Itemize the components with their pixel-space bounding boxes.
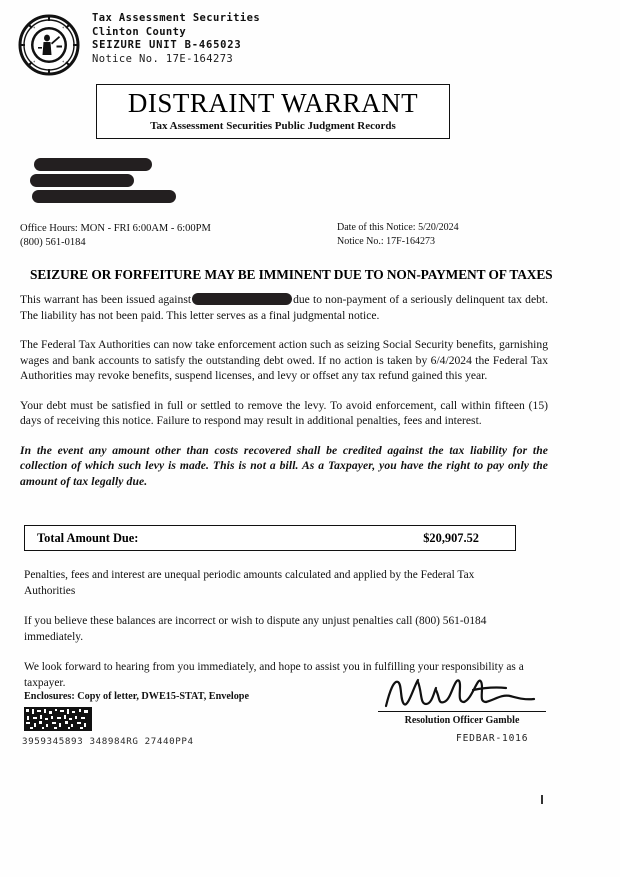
handwritten-signature xyxy=(378,676,548,715)
redaction-bar xyxy=(34,158,152,171)
page-title: DISTRAINT WARRANT xyxy=(127,88,419,118)
svg-text:*: * xyxy=(62,60,65,65)
paragraph-warrant-issued xyxy=(20,292,548,323)
paragraph-debt-satisfaction: Your debt must be satisfied in full or settled to remove the levy. To avoid enforcement, call within fifteen (15) days of receiving this notice. Failure to respond may result in additional penalties, fees and interest. xyxy=(20,398,548,427)
signature-block xyxy=(378,676,548,726)
form-code: FEDBAR-1016 xyxy=(456,733,529,744)
office-hours: Office Hours: MON - FRI 6:00AM - 6:00PM xyxy=(20,223,211,234)
paragraph-legal-disclaimer: In the event any amount other than costs recovered shall be credited against the tax liability for the collection of which such levy is made. This is not a bill. As a Taxpayer, you have the right to pay only the amount of tax legally due. xyxy=(20,443,548,488)
agency-county: Clinton County xyxy=(92,25,187,38)
agency-address-block xyxy=(92,12,260,66)
page-subtitle: Tax Assessment Securities Public Judgment Records xyxy=(150,120,396,132)
agency-unit: SEIZURE UNIT B-465023 xyxy=(92,39,242,52)
signer-title: Resolution Officer Gamble xyxy=(404,715,520,726)
agency-name: Tax Assessment Securities xyxy=(92,12,261,24)
total-amount-value: $20,907.52 xyxy=(423,530,479,545)
warrant-title-box xyxy=(96,84,450,139)
government-seal-icon xyxy=(18,14,80,76)
notice-number: Notice No.: 17F-164273 xyxy=(337,235,436,247)
notice-date: Date of this Notice: 5/20/2024 xyxy=(337,222,459,233)
total-amount-due-box xyxy=(24,525,516,551)
redaction-bar xyxy=(32,190,176,203)
paragraph-closing: We look forward to hearing from you immediately, and hope to assist you in fulfilling your responsibility as a taxpayer. xyxy=(24,661,524,689)
tracking-code: 3959345893 348984RG 27440PP4 xyxy=(22,736,194,747)
paragraph-penalties-note: Penalties, fees and interest are unequal periodic amounts calculated and applied by the Federal Tax Authorities xyxy=(24,569,475,597)
warning-headline: SEIZURE OR FORFEITURE MAY BE IMMINENT DUE TO NON-PAYMENT OF TAXES xyxy=(30,267,553,282)
body-text-upper xyxy=(20,292,548,503)
office-contact-block xyxy=(20,222,211,250)
recipient-address-redacted xyxy=(30,158,176,206)
total-amount-label: Total Amount Due: xyxy=(37,530,139,545)
inline-redaction-bar xyxy=(192,293,292,305)
office-phone: (800) 561-0184 xyxy=(20,237,86,248)
svg-text:*: * xyxy=(33,26,36,31)
2d-barcode-icon xyxy=(24,707,92,731)
notice-meta-block xyxy=(337,221,459,248)
redaction-bar xyxy=(30,174,134,187)
enclosures-line: Enclosures: Copy of letter, DWE15-STAT, Envelope xyxy=(24,691,249,702)
para1-after-redaction: due to non-payment of a seriously delinquent tax debt. The liability has not been paid. This letter serves as a final judgmental notice. xyxy=(20,293,549,322)
letterhead xyxy=(18,12,260,76)
agency-notice-number: Notice No. 17E-164273 xyxy=(92,52,234,65)
para1-before-redaction: This warrant has been issued against xyxy=(20,293,192,306)
svg-text:*: * xyxy=(33,60,36,65)
svg-text:*: * xyxy=(62,26,65,31)
paragraph-dispute-balances: If you believe these balances are incorrect or wish to dispute any unjust penalties call (800) 561-0184 immediately. xyxy=(24,615,487,643)
paragraph-enforcement-action: The Federal Tax Authorities can now take enforcement action such as seizing Social Security benefits, garnishing wages and bank accounts to satisfy the outstanding debt owed. If no action is taken by 6/4/2024 the Federal Tax Authorities may revoke benefits, suspend licenses, and levy or offset any tax refund gained this year. xyxy=(20,338,548,382)
print-registration-mark xyxy=(541,795,543,804)
